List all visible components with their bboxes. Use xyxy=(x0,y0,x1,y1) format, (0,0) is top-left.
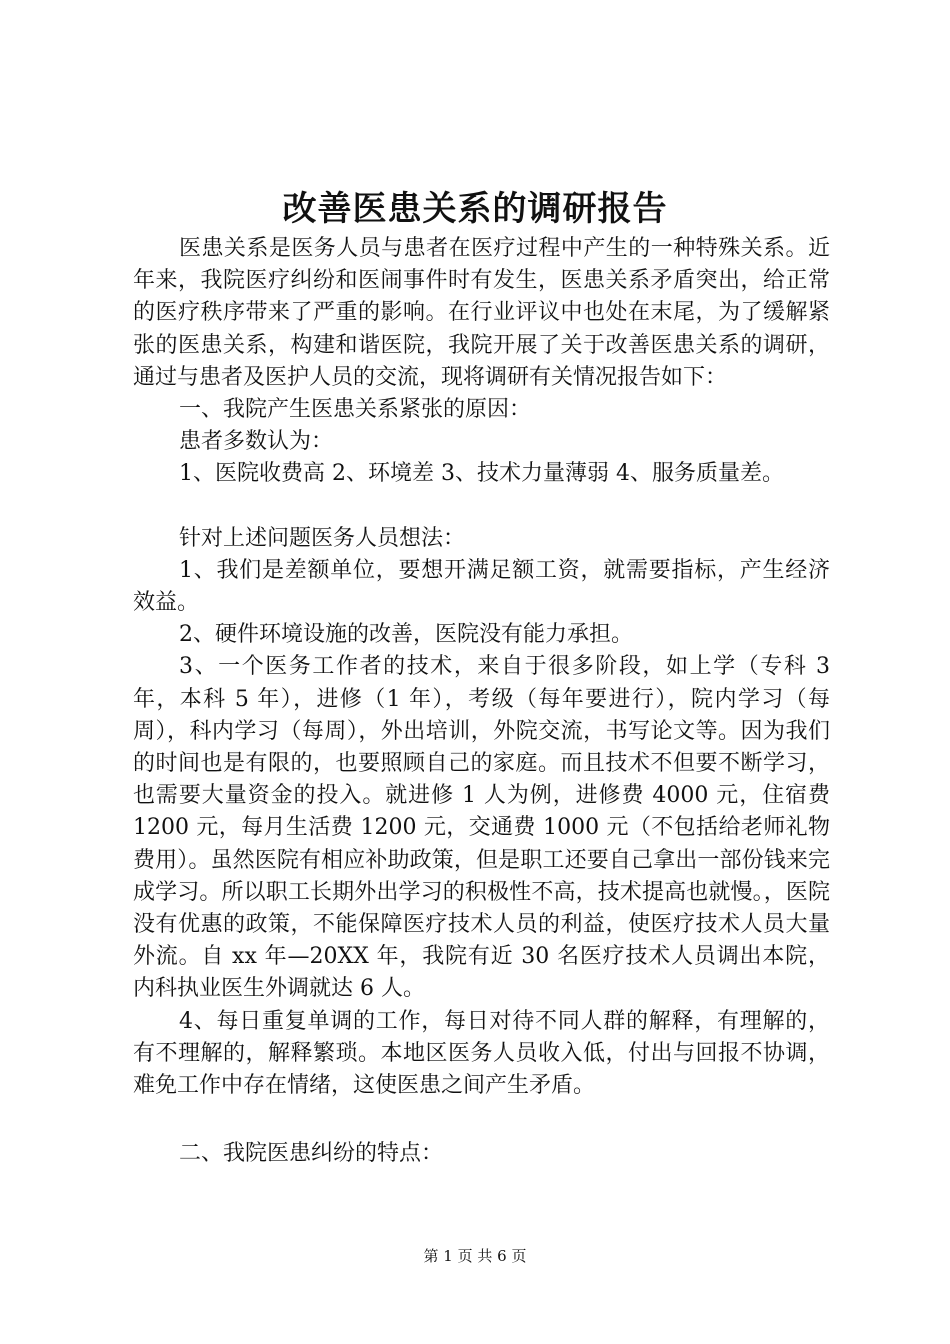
paragraph-staff-point-3: 3、一个医务工作者的技术，来自于很多阶段，如上学（专科 3 年，本科 5 年），进修（1 年），考级（每年要进行），院内学习（每周），科内学习（每周），外出培训，外院交流，书写论文等。因为我们的时间也是有限的，也要照顾自己的家庭。而且技术不但要不断学习，也需要大量资金的投入。就进修 1 人为例，进修费 4000 元，住宿费 1200 元，每月生活费 1200 元，交通费 1000 元（不包括给老师礼物费用）。虽然医院有相应补助政策，但是职工还要自己拿出一部份钱来完成学习。所以职工长期外出学习的积极性不高，技术提高也就慢。，医院没有优惠的政策，不能保障医疗技术人员的利益，使医疗技术人员大量外流。自 xx 年—20XX 年，我院有近 30 名医疗技术人员调出本院，内科执业医生外调就达 6 人。 xyxy=(133,654,830,1002)
paragraph-intro: 医患关系是医务人员与患者在医疗过程中产生的一种特殊关系。近年来，我院医疗纠纷和医闹事件时有发生，医患关系矛盾突出，给正常的医疗秩序带来了严重的影响。在行业评议中也处在末尾，为了缓解紧张的医患关系，构建和谐医院，我院开展了关于改善医患关系的调研，通过与患者及医护人员的交流，现将调研有关情况报告如下： xyxy=(133,236,830,390)
paragraph-staff-view: 针对上述问题医务人员想法： xyxy=(179,525,466,551)
document-body xyxy=(133,233,830,1170)
paragraph-section-2-heading: 二、我院医患纠纷的特点： xyxy=(179,1141,444,1167)
paragraph-patient-reasons: 1、医院收费高 2、环境差 3、技术力量薄弱 4、服务质量差。 xyxy=(179,461,784,487)
page-footer: 第 1 页 共 6 页 xyxy=(423,1247,527,1265)
document-title: 改善医患关系的调研报告 xyxy=(282,189,668,229)
paragraph-section-1-heading: 一、我院产生医患关系紧张的原因： xyxy=(179,397,532,423)
paragraph-staff-point-2: 2、硬件环境设施的改善，医院没有能力承担。 xyxy=(179,622,633,648)
paragraph-staff-point-1: 1、我们是差额单位，要想开满足额工资，就需要指标，产生经济效益。 xyxy=(133,557,830,616)
paragraph-staff-point-4: 4、每日重复单调的工作，每日对待不同人群的解释，有理解的，有不理解的，解释繁琐。本地区医务人员收入低，付出与回报不协调，难免工作中存在情绪，这使医患之间产生矛盾。 xyxy=(133,1008,830,1099)
paragraph-patients-view: 患者多数认为： xyxy=(179,429,334,455)
